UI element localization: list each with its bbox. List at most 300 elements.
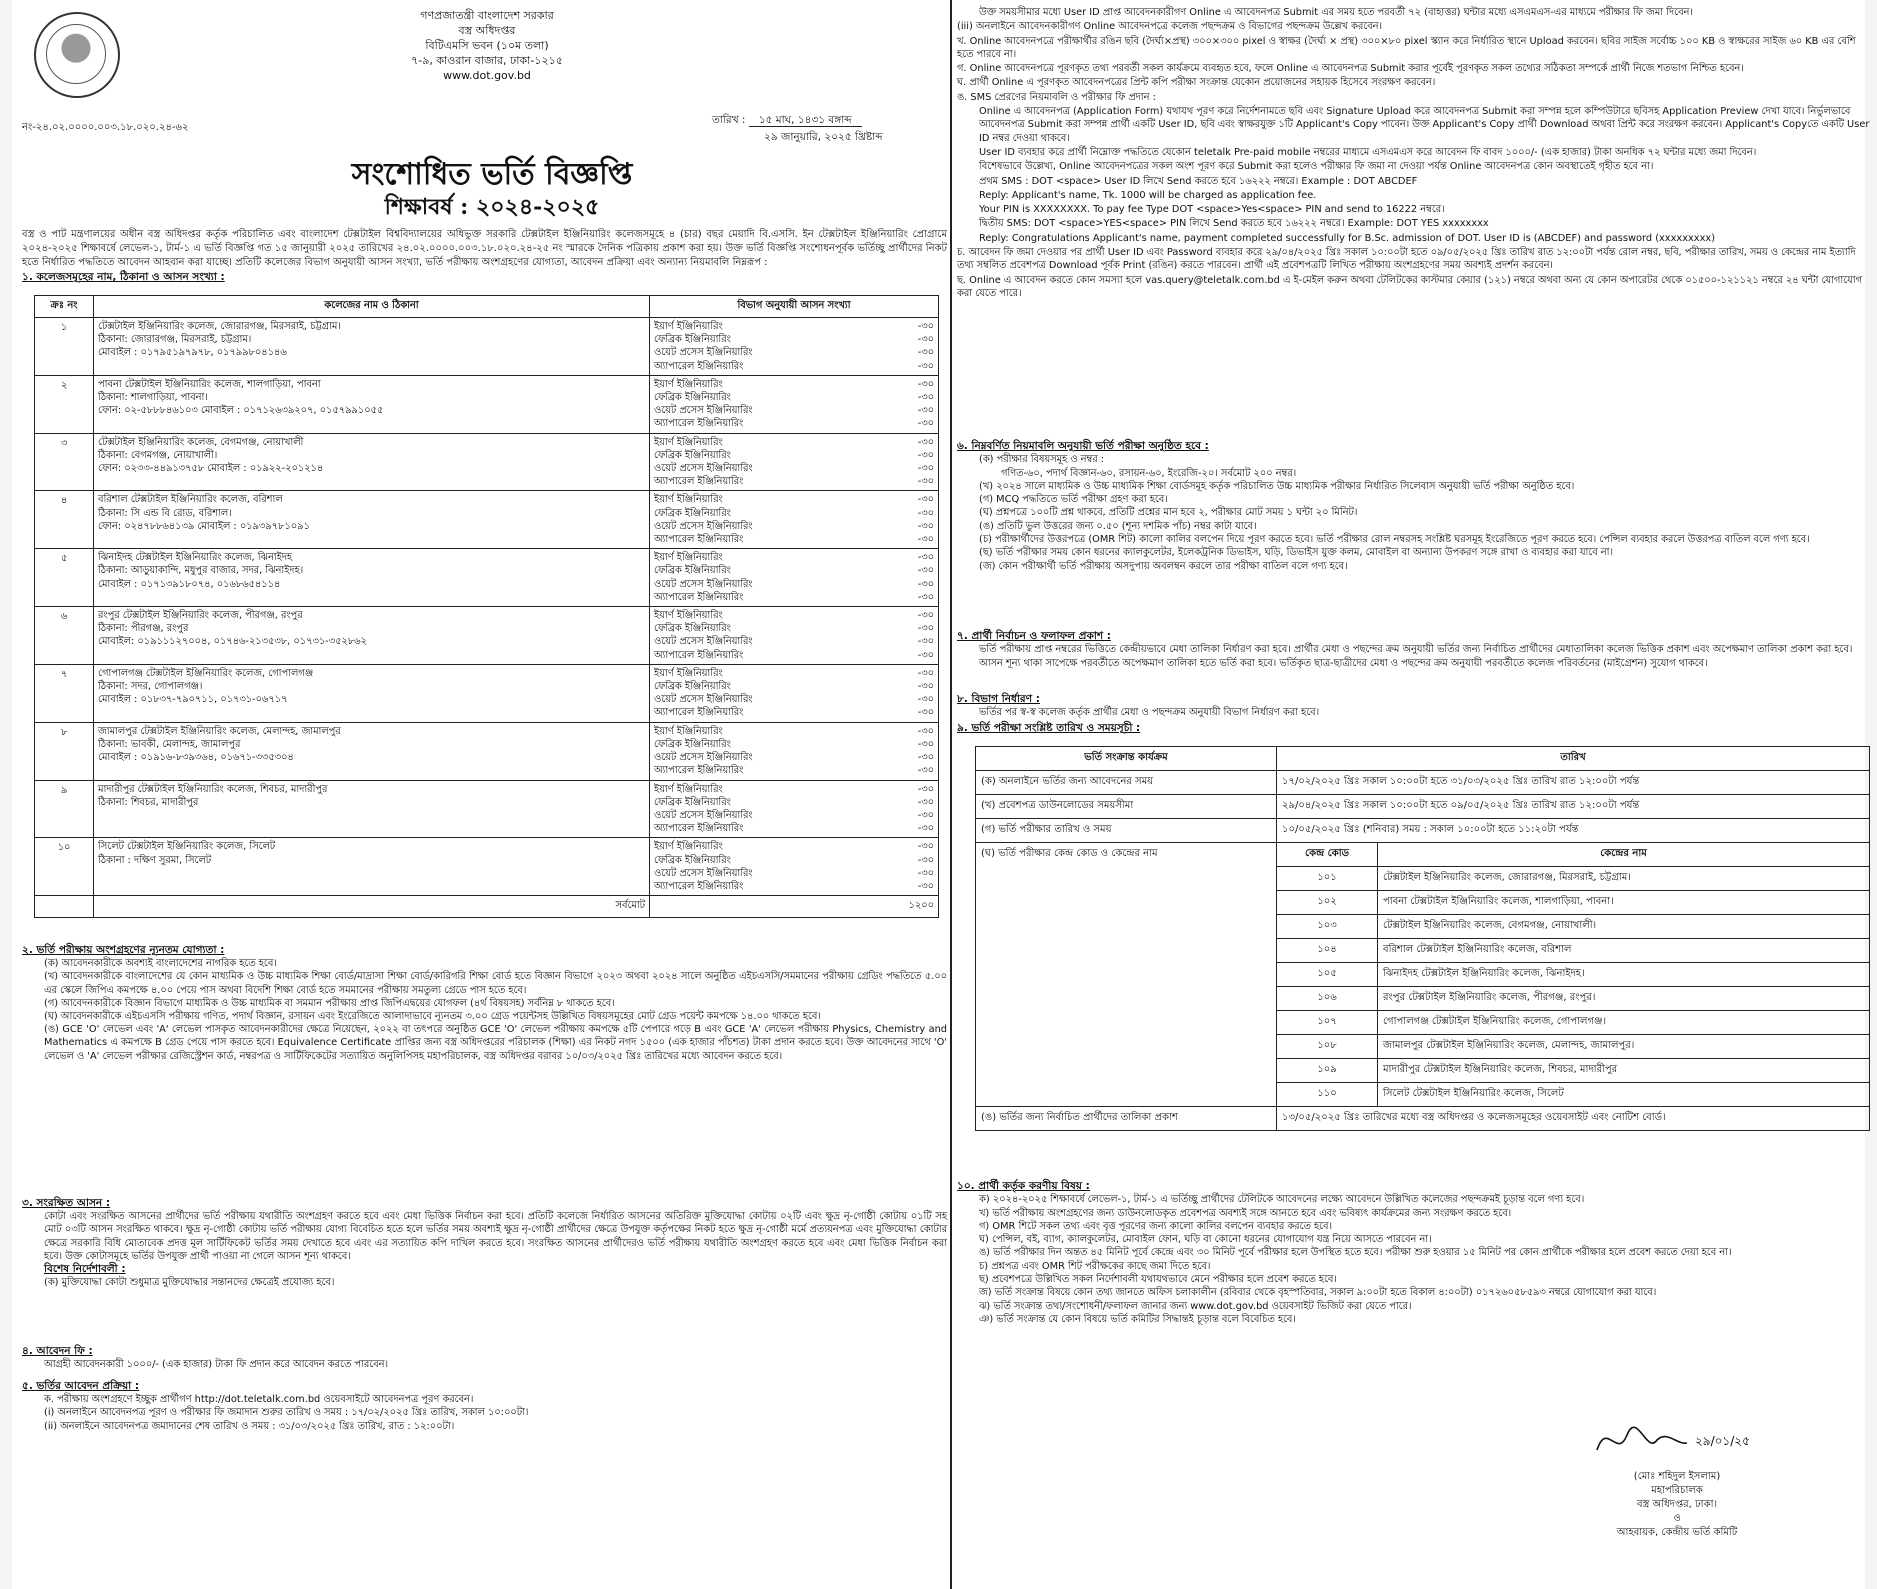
- department-seat-row: [654, 346, 934, 359]
- department-name: ওয়েট প্রসেস ইঞ্জিনিয়ারিং: [654, 636, 753, 648]
- seat-count: -৩০: [917, 449, 934, 461]
- department-name: ইয়ার্ণ ইঞ্জিনিয়ারিং: [654, 783, 723, 795]
- college-detail-line: ঠিকানা: জোরারগঞ্জ, মিরসরাই, চট্টগ্রাম।: [98, 334, 252, 346]
- center-code: ১০১: [1277, 867, 1378, 891]
- section-heading: ৫. ভর্তির আবেদন প্রক্রিয়া :: [22, 1380, 140, 1392]
- college-row: [35, 318, 939, 376]
- department-seat-row: [654, 520, 934, 533]
- header-line: বিটিএমসি ভবন (১০ম তলা): [425, 39, 549, 52]
- government-seal: [34, 12, 120, 98]
- candidate-duty-item: ঘ) পেন্সিল, বই, ব্যাগ, ক্যালকুলেটর, মোবাইল ফোন, ঘড়ি বা কোনো ধরনের যোগাযোগ যন্ত্র নিয়ে আসতে পারবেন না।: [979, 1234, 1432, 1246]
- header-line: বস্ত্র অধিদপ্তর: [458, 24, 516, 37]
- department-name: ফেব্রিক ইঞ্জিনিয়ারিং: [654, 392, 731, 404]
- centers-label: (ঘ) ভর্তি পরীক্ষার কেন্দ্র কোড ও কেন্দ্রের নাম: [976, 843, 1277, 1107]
- college-number: ৯: [35, 780, 94, 838]
- college-row: [35, 664, 939, 722]
- col-header-no: ক্রঃ নং: [35, 296, 94, 318]
- seat-count: -৩০: [917, 476, 934, 488]
- center-code: ১০৮: [1277, 1035, 1378, 1059]
- department-name: ইয়ার্ণ ইঞ্জিনিয়ারিং: [654, 494, 723, 506]
- application-process-continued: [957, 6, 1872, 301]
- header-line: গণপ্রজাতন্ত্রী বাংলাদেশ সরকার: [420, 9, 554, 22]
- seal-emblem-icon: [46, 24, 106, 84]
- date-english: ২৯ জানুয়ারি, ২০২৫ খ্রিষ্টাব্দ: [764, 131, 883, 143]
- department-seat-row: [654, 809, 934, 822]
- application-instruction: দ্বিতীয় SMS: DOT <space>YES<space> PIN লিখে Send করতে হবে ১৬২২২ নম্বরে। Example: DOT YES xxxxxxxx: [979, 218, 1489, 230]
- center-code: ১০৯: [1277, 1059, 1378, 1083]
- department-seat-row: [654, 333, 934, 346]
- department-seat-row: [654, 693, 934, 706]
- eligibility-item: (গ) আবেদনকারীকে বিজ্ঞান বিভাগে মাধ্যমিক ও উচ্চ মাধ্যমিক বা সমমান পরীক্ষায় প্রাপ্ত জিপিএদ্বয়ের যোগফল (৪র্থ বিষয়সহ) সর্বনিম্ন ৮ থাকতে হবে।: [44, 997, 615, 1009]
- department-seat-row: [654, 751, 934, 764]
- department-seat-row: [654, 609, 934, 622]
- signatory-and: ও: [1673, 1513, 1681, 1524]
- eligibility-item: (ঙ) GCE 'O' লেভেল এবং 'A' লেভেল পাসকৃত আবেদনকারীদের ক্ষেত্রে নিয়েছেন, ২০২২ বা তৎপরে অনুষ্ঠিত GCE 'O' লেভেল পরীক্ষায় কমপক্ষে ৫টি পেপারে গড়ে B এবং GCE 'A' লেভেল পরীক্ষায় Physics, Chemistry and Mathematics এ কমপক্ষে B গ্রেড পেয়ে পাস করতে হবে। Equivalence Certificate প্রাপ্তির জন্য বস্ত্র অধিদপ্তরের পরিচালক (শিক্ষা) এর নিকট নগদ ১৫০০ (এক হাজার পাঁচশত) টাকা প্রদান করতে হবে। উক্ত আবেদনের সাথে 'O' লেভেল ও 'A' লেভেল পরীক্ষার রেজিস্ট্রেশন কার্ড, নম্বরপত্র ও সার্টিফিকেটের সত্যায়িত অনুলিপিসহ মহাপরিচালক, বস্ত্র অধিদপ্তর বরাবর ১০/০৩/২০২৫ খ্রিঃ তারিখের মধ্যে আবেদন করতে হবে।: [44, 1024, 947, 1062]
- department-seat-row: [654, 564, 934, 577]
- signature-block: [1577, 1470, 1777, 1540]
- college-number: ১: [35, 318, 94, 376]
- seat-count: -৩০: [917, 494, 934, 506]
- college-detail-line: সিলেট টেক্সটাইল ইঞ্জিনিয়ারিং কলেজ, সিলেট: [98, 841, 276, 853]
- college-row: [35, 722, 939, 780]
- department-seat-row: [654, 796, 934, 809]
- seat-count: -৩০: [917, 880, 934, 892]
- seat-count: -৩০: [917, 334, 934, 346]
- seat-count: -৩০: [917, 783, 934, 795]
- department-seat-row: [654, 493, 934, 506]
- seat-count: -৩০: [917, 347, 934, 359]
- total-label: সর্বমোট: [94, 896, 650, 918]
- department-seat-row: [654, 649, 934, 662]
- department-seat-row: [654, 591, 934, 604]
- seat-count: -৩০: [917, 507, 934, 519]
- schedule-activity: (খ) প্রবেশপত্র ডাউনলোডের সময়সীমা: [976, 795, 1277, 819]
- center-name: গোপালগঞ্জ টেক্সটাইল ইঞ্জিনিয়ারিং কলেজ, গোপালগঞ্জ।: [1378, 1011, 1870, 1035]
- candidate-duty-item: ছ) প্রবেশপত্রে উল্লিখিত সকল নির্দেশাবলী যথাযথভাবে মেনে পরীক্ষার হলে প্রবেশ করতে হবে।: [979, 1274, 1337, 1286]
- college-details: [94, 838, 650, 896]
- seat-count: -৩০: [917, 867, 934, 879]
- college-row: [35, 838, 939, 896]
- application-instruction: Reply: Applicant's name, Tk. 1000 will be charged as application fee.: [979, 189, 1317, 201]
- college-detail-line: রংপুর টেক্সটাইল ইঞ্জিনিয়ারিং কলেজ, পীরগঞ্জ, রংপুর: [98, 610, 303, 622]
- seat-count: -৩০: [917, 841, 934, 853]
- section-heading: ৬. নিম্নবর্ণিত নিয়মাবলি অনুযায়ী ভর্তি পরীক্ষা অনুষ্ঠিত হবে :: [957, 440, 1209, 452]
- candidate-duty-item: ঙ) ভর্তি পরীক্ষার দিন অন্তত ৪৫ মিনিট পূর্বে কেন্দ্রে এবং ৩০ মিনিট পূর্বে পরীক্ষার হলে উপস্থিত হতে হবে। পরীক্ষা শুরু হওয়ার ১৫ মিনিট পর কোন প্রার্থীকে পরীক্ষার হলে প্রবেশ করতে দেয়া হবে না।: [979, 1247, 1732, 1259]
- signatory-title: মহাপরিচালক: [1651, 1485, 1703, 1496]
- college-detail-line: ফোন: ০২-৫৮৮৮৪৬১০৩ মোবাইল : ০১৭১২৬৩৯২০৭, ০১৫৭৯৯১০৫৫: [98, 405, 384, 417]
- department-name: ওয়েট প্রসেস ইঞ্জিনিয়ারিং: [654, 347, 753, 359]
- section-7: [957, 630, 1872, 670]
- total-empty: [35, 896, 94, 918]
- college-seats: [650, 433, 939, 491]
- seat-count: -৩০: [917, 752, 934, 764]
- seat-count: -৩০: [917, 565, 934, 577]
- department-seat-row: [654, 725, 934, 738]
- college-detail-line: ঠিকানা: বেগমগঞ্জ, নোয়াখালী।: [98, 449, 218, 461]
- college-detail-line: ঠিকানা: শিবচর, মাদারীপুর: [98, 796, 199, 808]
- section-heading: ২. ভর্তি পরীক্ষায় অংশগ্রহণের ন্যূনতম যোগ্যতা :: [22, 944, 225, 956]
- schedule-row: [976, 819, 1870, 843]
- section-heading: ১. কলেজসমূহের নাম, ঠিকানা ও আসন সংখ্যা :: [22, 271, 225, 283]
- seat-count: -৩০: [917, 463, 934, 475]
- department-name: ফেব্রিক ইঞ্জিনিয়ারিং: [654, 738, 731, 750]
- reserved-seat-text: কোটা এবং সংরক্ষিত আসনের প্রার্থীদের ভর্তি পরীক্ষায় যথারীতি অংশগ্রহণ করতে হবে এবং মেধা ভিত্তিক নির্বাচন করা হবে। প্রতিটি কলেজে নির্ধারিত আসনের অতিরিক্ত মুক্তিযোদ্ধা কোটায় ০২টি এবং ক্ষুদ্র নৃ-গোষ্ঠী কোটায় ০১টি সহ মোট ০৩টি আসন সংরক্ষিত থাকবে। ক্ষুদ্র নৃ-গোষ্ঠী কোটায় ভর্তি পরীক্ষায় যোগ্য বিবেচিত হতে হলে ভর্তির সময় অবশ্যই ক্ষুদ্র নৃ-গোষ্ঠী প্রার্থীদের ক্ষেত্রে উপযুক্ত কর্তৃপক্ষের নিকট হতে ক্ষুদ্র নৃ-গোষ্ঠী মর্মে প্রত্যয়নপত্র এবং মুক্তিযোদ্ধা কোটার ক্ষেত্রে সরকারি বিধি মোতাবেক প্রদত্ত মূল সার্টিফিকেট ভর্তির সময় দেখাতে হবে এবং এর সত্যায়িত কপি দাখিল করতে হবে। সংরক্ষিত আসনের প্রার্থীদেরও ভর্তি পরীক্ষায় যথারীতি অংশগ্রহণ করতে হবে এবং মেধা ভিত্তিক নির্বাচন করা হবে। উক্ত কোটাসমূহে ভর্তির উপযুক্ত প্রার্থী পাওয়া না গেলে আসন শূন্য থাকবে।: [44, 1211, 947, 1262]
- college-number: ৭: [35, 664, 94, 722]
- college-number: ৪: [35, 491, 94, 549]
- section-8: [957, 693, 1872, 720]
- seat-count: -৩০: [917, 636, 934, 648]
- schedule-row: [976, 1107, 1870, 1131]
- college-details: [94, 375, 650, 433]
- seat-count: -৩০: [917, 378, 934, 390]
- department-seat-row: [654, 854, 934, 867]
- seat-count: -৩০: [917, 623, 934, 635]
- special-instructions-heading: বিশেষ নির্দেশাবলী :: [44, 1263, 126, 1276]
- exam-rule-item: (চ) পরীক্ষার্থীদের উত্তরপত্রে (OMR শিট) কালো কালির বলপেন দিয়ে পূরণ করতে হবে। ভর্তি পরীক্ষার রোল নম্বরসহ সংশ্লিষ্ট ঘরসমূহ ইংরেজিতে পূরণ করতে হবে। পেন্সিল ব্যবহার করলে উত্তরপত্র বাতিল বলে গণ্য হবে।: [979, 534, 1810, 546]
- college-detail-line: মোবাইল: ০১৯১১১২৭০০৪, ০১৭৪৬-২১৩৫৩৮, ০১৭৩১-৩৫২৮৬২: [98, 636, 367, 648]
- college-detail-line: মাদারীপুর টেক্সটাইল ইঞ্জিনিয়ারিং কলেজ, শিবচর, মাদারীপুর: [98, 783, 328, 795]
- college-detail-line: ঠিকানা: সি এন্ড বি রোড, বরিশাল।: [98, 507, 232, 519]
- college-detail-line: ঠিকানা: পীরগঞ্জ, রংপুর: [98, 623, 189, 635]
- seat-count: -৩০: [917, 796, 934, 808]
- col-header-code: কেন্দ্র কোড: [1277, 843, 1378, 867]
- process-item: (i) অনলাইনে আবেদনপত্র পূরণ ও পরীক্ষার ফি জমাদান শুরুর তারিখ ও সময় : ১৭/০২/২০২৫ খ্রিঃ তারিখ, সকাল ১০:০০টা।: [44, 1407, 529, 1419]
- college-row: [35, 549, 939, 607]
- department-seat-row: [654, 635, 934, 648]
- department-seat-row: [654, 417, 934, 430]
- schedule-activity: (ক) অনলাইনে ভর্তির জন্য আবেদনের সময়: [976, 771, 1277, 795]
- seat-count: -৩০: [917, 321, 934, 332]
- department-name: ইয়ার্ণ ইঞ্জিনিয়ারিং: [654, 436, 723, 448]
- total-seats: ১২০০: [650, 896, 939, 918]
- application-instruction: ঙ. SMS প্রেরণের নিয়মাবলি ও পরীক্ষার ফি প্রদান :: [957, 91, 1156, 103]
- college-detail-line: ঠিকানা: সদর, গোপালগঞ্জ।: [98, 681, 203, 693]
- college-detail-line: মোবাইল : ০১৭৯৫১৯৭৯৭৮, ০১৭৯৯৮০৪১৪৬: [98, 347, 287, 359]
- department-name: ওয়েট প্রসেস ইঞ্জিনিয়ারিং: [654, 463, 753, 475]
- college-detail-line: ঠিকানা: আড়ুয়াকান্দি, মধুপুর বাজার, সদর, ঝিনাইদহ।: [98, 565, 304, 577]
- eligibility-item: (ঘ) আবেদনকারীকে এইচএসসি পরীক্ষায় গণিত, পদার্থ বিজ্ঞান, রসায়ন এবং ইংরেজিতে আলাদাভাবে ন্যূনতম ৩.০০ গ্রেড পয়েন্টসহ উল্লিখিত বিষয়সমূহের মোট গ্রেড পয়েন্ট কমপক্ষে ১৪.০০ থাকতে হবে।: [44, 1011, 821, 1023]
- office-header: [322, 8, 652, 83]
- selection-text: ভর্তি পরীক্ষায় প্রাপ্ত নম্বরের ভিত্তিতে কেন্দ্রীয়ভাবে মেধা তালিকা নির্ধারণ করা হবে। প্রার্থীর মেধা ও পছন্দের ক্রম অনুযায়ী ভর্তির জন্য নির্বাচিত প্রার্থীদের মেধাতালিকা কলেজ ভিত্তিক প্রকাশ এবং অপেক্ষমাণ তালিকা প্রকাশ করা হবে। আসন শূন্য থাকা সাপেক্ষে পরবর্তীতে অপেক্ষমাণ তালিকা হতে ভর্তি করা হবে। ভর্তিকৃত ছাত্র-ছাত্রীদের মেধা ও পছন্দের ক্রম অনুযায়ী পরবর্তীতে কলেজ পরিবর্তনের (মাইগ্রেশন) সুযোগ থাকবে।: [979, 644, 1853, 669]
- col-header-date: তারিখ: [1277, 747, 1870, 771]
- center-name: মাদারীপুর টেক্সটাইল ইঞ্জিনিয়ারিং কলেজ, শিবচর, মাদারীপুর: [1378, 1059, 1870, 1083]
- center-name: সিলেট টেক্সটাইল ইঞ্জিনিয়ারিং কলেজ, সিলেট: [1378, 1083, 1870, 1107]
- department-name: ফেব্রিক ইঞ্জিনিয়ারিং: [654, 507, 731, 519]
- seat-count: -৩০: [917, 520, 934, 532]
- department-name: ফেব্রিক ইঞ্জিনিয়ারিং: [654, 565, 731, 577]
- memo-number: নং-২৪.০২.০০০০.০০৩.১৮.০২০.২৪-৬২: [22, 122, 189, 133]
- college-detail-line: ঠিকানা: ভাবকী, মেলান্দহ, জামালপুর: [98, 738, 241, 750]
- total-row: [35, 896, 939, 918]
- department-seat-row: [654, 667, 934, 680]
- college-detail-line: ফোন: ০২৪৭৮৮৬৪১৩৯ মোবাইল : ০১৯৩৯৭৮১০৯১: [98, 520, 310, 532]
- eligibility-item: (ক) আবেদনকারীকে অবশ্যই বাংলাদেশের নাগরিক হতে হবে।: [44, 958, 277, 970]
- college-seats: [650, 607, 939, 665]
- college-details: [94, 549, 650, 607]
- college-detail-line: পাবনা টেক্সটাইল ইঞ্জিনিয়ারিং কলেজ, শালগাড়িয়া, পাবনা: [98, 378, 321, 390]
- seat-count: -৩০: [917, 405, 934, 417]
- seat-count: -৩০: [917, 591, 934, 603]
- department-seat-row: [654, 436, 934, 449]
- section-heading: ৩. সংরক্ষিত আসন :: [22, 1197, 111, 1209]
- schedule-activity: (গ) ভর্তি পরীক্ষার তারিখ ও সময়: [976, 819, 1277, 843]
- college-details: [94, 664, 650, 722]
- application-instruction: User ID ব্যবহার করে প্রার্থী নিম্নোক্ত পদ্ধতিতে যেকোন teletalk Pre-paid mobile নম্বরের মাধ্যমে এসএমএস করে আবেদন ফি বাবদ ১০০০/- (এক হাজার) টাকা অনধিক ৭২ ঘন্টার মধ্যে জমা দিবেন।: [979, 146, 1757, 158]
- center-name: রংপুর টেক্সটাইল ইঞ্জিনিয়ারিং কলেজ, পীরগঞ্জ, রংপুর।: [1378, 987, 1870, 1011]
- center-code: ১০৪: [1277, 939, 1378, 963]
- candidate-duty-item: ঝ) ভর্তি সংক্রান্ত তথ্য/সংশোধনী/ফলাফল জানার জন্য www.dot.gov.bd ওয়েবসাইট ভিজিট করা যেতে পারে।: [979, 1300, 1412, 1312]
- seat-count: -৩০: [917, 681, 934, 693]
- application-instruction: Reply: Congratulations Applicant's name, payment completed successfully for B.Sc. admission of DOT. User ID is (ABCDEF) and password (xxxxxxxxx): [979, 232, 1716, 244]
- schedule-date: ২৯/০৪/২০২৫ খ্রিঃ সকাল ১০:০০টা হতে ০৯/০৫/২০২৫ খ্রিঃ তারিখ রাত ১২:০০টা পর্যন্ত: [1277, 795, 1870, 819]
- college-detail-line: ঝিনাইদহ টেক্সটাইল ইঞ্জিনিয়ারিং কলেজ, ঝিনাইদহ: [98, 552, 293, 564]
- department-name: ফেব্রিক ইঞ্জিনিয়ারিং: [654, 623, 731, 635]
- schedule-row: [976, 771, 1870, 795]
- seat-count: -৩০: [917, 392, 934, 404]
- college-seats: [650, 318, 939, 376]
- col-header-seats: বিভাগ অনুযায়ী আসন সংখ্যা: [650, 296, 939, 318]
- department-name: ওয়েট প্রসেস ইঞ্জিনিয়ারিং: [654, 752, 753, 764]
- college-number: ৬: [35, 607, 94, 665]
- department-name: অ্যাপারেল ইঞ্জিনিয়ারিং: [654, 591, 744, 603]
- department-name: অ্যাপারেল ইঞ্জিনিয়ারিং: [654, 360, 744, 372]
- seat-count: -৩০: [917, 809, 934, 821]
- college-details: [94, 722, 650, 780]
- department-name: ওয়েট প্রসেস ইঞ্জিনিয়ারিং: [654, 867, 753, 879]
- seat-count: -৩০: [917, 649, 934, 661]
- college-details: [94, 607, 650, 665]
- section-heading: ৮. বিভাগ নির্ধারণ :: [957, 693, 1040, 705]
- college-detail-line: বরিশাল টেক্সটাইল ইঞ্জিনিয়ারিং কলেজ, বরিশাল: [98, 494, 283, 506]
- department-name: অ্যাপারেল ইঞ্জিনিয়ারিং: [654, 476, 744, 488]
- department-seat-row: [654, 449, 934, 462]
- schedule-date: ১৭/০২/২০২৫ খ্রিঃ সকাল ১০:০০টা হতে ৩১/০৩/২০২৫ খ্রিঃ তারিখ রাত ১২:০০টা পর্যন্ত: [1277, 771, 1870, 795]
- department-name: অ্যাপারেল ইঞ্জিনিয়ারিং: [654, 649, 744, 661]
- section-heading: ৯. ভর্তি পরীক্ষা সংশ্লিষ্ট তারিখ ও সময়সূচী :: [957, 722, 1141, 734]
- college-seats: [650, 722, 939, 780]
- application-instruction: প্রথম SMS : DOT <space> User ID লিখে Send করতে হবে ১৬২২২ নম্বরে। Example : DOT ABCDEF: [979, 175, 1418, 187]
- section-heading: ৭. প্রার্থী নির্বাচন ও ফলাফল প্রকাশ :: [957, 630, 1111, 642]
- section-5: [22, 1380, 947, 1433]
- department-seat-row: [654, 320, 934, 333]
- department-seat-row: [654, 783, 934, 796]
- seat-count: -৩০: [917, 725, 934, 737]
- application-instruction: উক্ত সময়সীমার মধ্যে User ID প্রাপ্ত আবেদনকারীগণ Online এ আবেদনপত্র Submit এর সময় হতে পরবর্তী ৭২ (বাহাত্তর) ঘন্টার মধ্যে এসএমএস-এর মাধ্যমে পরীক্ষার ফি জমা দিবেন।: [979, 7, 1693, 18]
- department-seat-row: [654, 378, 934, 391]
- eligibility-item: (খ) আবেদনকারীকে বাংলাদেশের যে কোন মাধ্যমিক ও উচ্চ মাধ্যমিক শিক্ষা বোর্ড/মাদ্রাসা শিক্ষা বোর্ড/কারিগরি শিক্ষা বোর্ড হতে বিজ্ঞান বিভাগে ২০২৩ অথবা ২০২৪ সালে অনুষ্ঠিত এইচএসসি/সমমানের পরীক্ষায় গ্রেডিং পদ্ধতিতে ৫.০০ এর স্কেলে জিপিএ কমপক্ষে ৪.০০ পেয়ে পাস অথবা বিদেশি শিক্ষা বোর্ড হতে সমমানের পরীক্ষায় সমতুল্য গ্রেডে পাস হতে হবে।: [44, 971, 947, 996]
- schedule-activity: (ঙ) ভর্তির জন্য নির্বাচিত প্রার্থীদের তালিকা প্রকাশ: [976, 1107, 1277, 1131]
- candidate-duty-item: গ) OMR শিটে সকল তথ্য এবং বৃত্ত পূরণের জন্য কালো কালির বলপেন ব্যবহার করতে হবে।: [979, 1220, 1333, 1232]
- college-detail-line: জামালপুর টেক্সটাইল ইঞ্জিনিয়ারিং কলেজ, মেলান্দহ, জামালপুর: [98, 725, 341, 737]
- center-header-row: [976, 843, 1870, 867]
- department-seat-row: [654, 533, 934, 546]
- department-name: ওয়েট প্রসেস ইঞ্জিনিয়ারিং: [654, 520, 753, 532]
- department-name: ইয়ার্ণ ইঞ্জিনিয়ারিং: [654, 610, 723, 622]
- application-instruction: Online এ আবেদনপত্র (Application Form) যথাযথ পূরণ করে নির্দেশনামতে ছবি এবং Signature Upload করে আবেদনপত্র Submit করা সম্পন্ন হলে কম্পিউটারে ছবিসহ Application Preview দেখা যাবে। নির্ভুলভাবে আবেদনপত্র Submit করা সম্পন্ন প্রার্থী একটি User ID, ছবি এবং স্বাক্ষরযুক্ত ১টি Applicant's Copy পাবেন। উক্ত Applicant's Copy প্রার্থী Download অথবা প্রিন্ট করে সংরক্ষণ করবেন। Applicant's Copyতে একটি User ID নম্বর দেওয়া থাকবে।: [979, 106, 1870, 144]
- application-instruction: ছ. Online এ আবেদন করতে কোন সমস্যা হলে vas.query@teletalk.com.bd এ ই-মেইল করুন অথবা টেলিটকের কাস্টমার কেয়ার (১২১) নম্বরে অথবা অন্য যে কোন অপারেটর থেকে ০১৫০০-১২১১২১ নম্বরে ২৪ ঘন্টা যোগাযোগ করা যেতে পারে।: [957, 274, 1863, 299]
- department-name: ওয়েট প্রসেস ইঞ্জিনিয়ারিং: [654, 694, 753, 706]
- department-name: ফেব্রিক ইঞ্জিনিয়ারিং: [654, 681, 731, 693]
- notice-title: সংশোধিত ভর্তি বিজ্ঞপ্তি: [351, 157, 633, 192]
- application-instruction: গ. Online আবেদনপত্রে পূরণকৃত তথ্য পরবর্তী সকল কার্যক্রমে ব্যবহৃত হবে, ফলে Online এ আবেদনপত্র Submit করার পূর্বেই পূরণকৃত সকল তথ্যের সঠিকতা সম্পর্কে প্রার্থী নিজে শতভাগ নিশ্চিত হবেন।: [957, 63, 1744, 75]
- department-seat-row: [654, 880, 934, 893]
- center-code: ১০৫: [1277, 963, 1378, 987]
- seat-count: -৩০: [917, 534, 934, 546]
- header-line: ৭-৯, কাওরান বাজার, ঢাকা-১২১৫: [411, 54, 563, 67]
- candidate-duty-item: ক) ২০২৪-২০২৫ শিক্ষাবর্ষে লেভেল-১, টার্ম-১ এ ভর্তিচ্ছু প্রার্থীদের টেলিটকে আবেদনের লক্ষ্যে আবেদনে উল্লিখিত কলেজের পছন্দক্রমই চূড়ান্ত বলে গণ্য হবে।: [979, 1194, 1585, 1206]
- department-seat-row: [654, 462, 934, 475]
- college-number: ৫: [35, 549, 94, 607]
- department-seat-row: [654, 551, 934, 564]
- exam-rule-item: (জ) কোন পরীক্ষার্থী ভর্তি পরীক্ষায় অসদুপায় অবলম্বন করলে তার পরীক্ষা বাতিল বলে গণ্য হবে।: [979, 560, 1348, 572]
- department-name: ওয়েট প্রসেস ইঞ্জিনিয়ারিং: [654, 578, 753, 590]
- college-seats: [650, 491, 939, 549]
- department-seat-row: [654, 764, 934, 777]
- college-seats: [650, 664, 939, 722]
- notice-sheet: [12, 0, 1870, 1589]
- seat-count: -৩০: [917, 610, 934, 622]
- schedule-row: [976, 795, 1870, 819]
- date-label: তারিখ :: [712, 114, 746, 126]
- exam-rule-item: (ক) পরীক্ষার বিষয়সমূহ ও নম্বর :: [979, 454, 1105, 466]
- department-name: অ্যাপারেল ইঞ্জিনিয়ারিং: [654, 534, 744, 546]
- college-row: [35, 375, 939, 433]
- department-name: ইয়ার্ণ ইঞ্জিনিয়ারিং: [654, 667, 723, 679]
- schedule-date: ১০/০৫/২০২৫ খ্রিঃ (শনিবার) সময় : সকাল ১০:০০টা হতে ১১:২০টা পর্যন্ত: [1277, 819, 1870, 843]
- college-seats: [650, 549, 939, 607]
- college-detail-line: ফোন: ০২৩৩-৪৪৯১৩৭৫৮ মোবাইল : ০১৯২২-২০১২১৪: [98, 463, 324, 475]
- signature-mark: [1587, 1415, 1757, 1465]
- college-row: [35, 491, 939, 549]
- college-seats: [650, 780, 939, 838]
- section-heading: ১০. প্রার্থী কর্তৃক করণীয় বিষয় :: [957, 1180, 1090, 1192]
- department-name: ফেব্রিক ইঞ্জিনিয়ারিং: [654, 796, 731, 808]
- schedule-date: ১৩/০৫/২০২৫ খ্রিঃ তারিখের মধ্যে বস্ত্র অধিদপ্তর ও কলেজসমূহের ওয়েবসাইট এবং নোটিশ বোর্ড।: [1277, 1107, 1870, 1131]
- section-heading: ৪. আবেদন ফি :: [22, 1345, 93, 1357]
- col-header-center: কেন্দ্রের নাম: [1378, 843, 1870, 867]
- candidate-duty-item: ঞ) ভর্তি সংক্রান্ত যে কোন বিষয়ে ভর্তি কমিটির সিদ্ধান্তই চূড়ান্ত বলে বিবেচিত হবে।: [979, 1313, 1296, 1325]
- section-9-heading: [957, 722, 1872, 735]
- college-detail-line: টেক্সটাইল ইঞ্জিনিয়ারিং কলেজ, জোরারগঞ্জ, মিরসরাই, চট্টগ্রাম।: [98, 321, 341, 332]
- department-name: অ্যাপারেল ইঞ্জিনিয়ারিং: [654, 765, 744, 777]
- center-code: ১০২: [1277, 891, 1378, 915]
- section-3: [22, 1197, 947, 1289]
- seat-count: -৩০: [917, 418, 934, 430]
- center-code: ১০৬: [1277, 987, 1378, 1011]
- application-instruction: ঘ. প্রার্থী Online এ পূরণকৃত আবেদনপত্রের প্রিন্ট কপি পরীক্ষা সংক্রান্ত যেকোন প্রয়োজনের সহায়ক হিসেবে সংরক্ষণ করবেন।: [957, 77, 1436, 89]
- department-name: ফেব্রিক ইঞ্জিনিয়ারিং: [654, 449, 731, 461]
- department-name: ইয়ার্ণ ইঞ্জিনিয়ারিং: [654, 552, 723, 564]
- department-name: ওয়েট প্রসেস ইঞ্জিনিয়ারিং: [654, 405, 753, 417]
- department-seat-row: [654, 822, 934, 835]
- department-seat-row: [654, 738, 934, 751]
- seat-count: -৩০: [917, 694, 934, 706]
- seat-count: -৩০: [917, 707, 934, 719]
- department-name: ফেব্রিক ইঞ্জিনিয়ারিং: [654, 334, 731, 346]
- seat-count: -৩০: [917, 436, 934, 448]
- exam-rule-item: (গ) MCQ পদ্ধতিতে ভর্তি পরীক্ষা গ্রহণ করা হবে।: [979, 494, 1168, 506]
- seat-count: -৩০: [917, 765, 934, 777]
- department-seat-row: [654, 360, 934, 373]
- department-text: ভর্তির পর স্ব-স্ব কলেজ কর্তৃক প্রার্থীর মেধা ও পছন্দক্রম অনুযায়ী বিভাগ নির্ধারণ করা হবে।: [979, 707, 1320, 719]
- section-2: [22, 944, 947, 1063]
- center-name: ঝিনাইদহ টেক্সটাইল ইঞ্জিনিয়ারিং কলেজ, ঝিনাইদহ।: [1378, 963, 1870, 987]
- application-instruction: (iii) অনলাইনে আবেদনকারীগণ Online আবেদনপত্রে কলেজ পছন্দক্রম ও বিভাগের পছন্দক্রম উল্লেখ করবেন।: [957, 21, 1382, 33]
- department-seat-row: [654, 622, 934, 635]
- signatory-role: আহবায়ক, কেন্দ্রীয় ভর্তি কমিটি: [1616, 1527, 1738, 1538]
- college-table: [34, 295, 939, 918]
- center-name: পাবনা টেক্সটাইল ইঞ্জিনিয়ারিং কলেজ, শালগাড়িয়া, পাবনা।: [1378, 891, 1870, 915]
- center-code: ১০৩: [1277, 915, 1378, 939]
- signatory-office: বস্ত্র অধিদপ্তর, ঢাকা।: [1636, 1499, 1718, 1510]
- exam-rule-item: (ঙ) প্রতিটি ভুল উত্তরের জন্য ০.৫০ (শূন্য দশমিক পাঁচ) নম্বর কাটা যাবে।: [979, 520, 1257, 532]
- department-seat-row: [654, 706, 934, 719]
- special-instruction: (ক) মুক্তিযোদ্ধা কোটা শুধুমাত্র মুক্তিযোদ্ধার সন্তানদের ক্ষেত্রেই প্রযোজ্য হবে।: [44, 1277, 335, 1289]
- department-name: ইয়ার্ণ ইঞ্জিনিয়ারিং: [654, 378, 723, 390]
- signatory-name: (মোঃ শহিদুল ইসলাম): [1633, 1471, 1721, 1482]
- college-row: [35, 433, 939, 491]
- seat-count: -৩০: [917, 738, 934, 750]
- college-row: [35, 607, 939, 665]
- issue-date: [712, 112, 932, 146]
- intro-text: বস্ত্র ও পাট মন্ত্রণালয়ের অধীন বস্ত্র অধিদপ্তর কর্তৃক পরিচালিত এবং বাংলাদেশ টেক্সটাইল বিশ্ববিদ্যালয়ের অধিভুক্ত সরকারি টেক্সটাইল ইঞ্জিনিয়ারিং কলেজসমূহে ৪ (চার) বছর মেয়াদি বি.এসসি. ইন টেক্সটাইল ইঞ্জিনিয়ারিং প্রোগ্রামে ২০২৪-২০২৫ শিক্ষাবর্ষে লেভেল-১, টার্ম-১ এ ভর্তি বিজ্ঞপ্তি গত ১৫ জানুয়ারী ২০২৫ তারিখের ২৪.০২.০০০০.০০৩.১৮.০২০.২৪-২৫ নং স্মারকে দৈনিক পত্রিকায় প্রকাশ করা হয়। উক্ত ভর্তি বিজ্ঞপ্তি সংশোধনপূর্বক ভর্তিচ্ছু প্রার্থীদের নিকট হতে নির্ধারিত পদ্ধতিতে আবেদন আহবান করা যাচ্ছে। প্রতিটি কলেজের বিভাগ অনুযায়ী আসন সংখ্যা, ভর্তি পরীক্ষায় অংশগ্রহণের যোগ্যতা, আবেদন প্রক্রিয়া এবং অন্যান্য নিয়মাবলি নিম্নরূপ :: [22, 229, 947, 268]
- section-4: [22, 1345, 947, 1371]
- college-detail-line: মোবাইল : ০১৯১৬-৮৩৯৩৬৪, ০১৬৭১-৩৩৫৩০৪: [98, 752, 294, 764]
- col-header-activity: ভর্তি সংক্রান্ত কার্যক্রম: [976, 747, 1277, 771]
- candidate-duty-item: খ) ভর্তি পরীক্ষায় অংশগ্রহণের জন্য ডাউনলোডকৃত প্রবেশপত্র অবশ্যই সঙ্গে আনতে হবে এবং ভবিষ্যৎ কার্যক্রমের জন্য সংরক্ষণ করতে হবে।: [979, 1207, 1512, 1219]
- department-name: অ্যাপারেল ইঞ্জিনিয়ারিং: [654, 823, 744, 835]
- fee-text: আগ্রহী আবেদনকারী ১০০০/- (এক হাজার) টাকা ফি প্রদান করে আবেদন করতে পারবেন।: [44, 1359, 389, 1371]
- exam-rule-item: গণিত-৬০, পদার্থ বিজ্ঞান-৬০, রসায়ন-৬০, ইংরেজি-২০। সর্বমোট ২০০ নম্বর।: [1001, 467, 1297, 479]
- department-seat-row: [654, 578, 934, 591]
- college-number: ১০: [35, 838, 94, 896]
- department-name: অ্যাপারেল ইঞ্জিনিয়ারিং: [654, 418, 744, 430]
- candidate-duty-item: জ) ভর্তি সংক্রান্ত বিষয়ে কোন তথ্য জানতে অফিস চলাকালীন (রবিবার থেকে বৃহস্পতিবার, সকাল ৯:০০টা হতে বিকাল ৪:০০টা) ০১৭২৬০৫৮৫৯৩ নম্বরে যোগাযোগ করা যাবে।: [979, 1287, 1657, 1299]
- department-seat-row: [654, 840, 934, 853]
- department-name: ইয়ার্ণ ইঞ্জিনিয়ারিং: [654, 321, 723, 332]
- college-detail-line: ঠিকানা : দক্ষিণ সুরমা, সিলেট: [98, 854, 212, 866]
- schedule-table: [975, 746, 1870, 1131]
- college-detail-line: মোবাইল : ০১৮৩৭-৭৯০৭১১, ০১৭৩১-০৬৭১৭: [98, 694, 288, 706]
- department-name: ইয়ার্ণ ইঞ্জিনিয়ারিং: [654, 841, 723, 853]
- college-details: [94, 318, 650, 376]
- center-code: ১০৭: [1277, 1011, 1378, 1035]
- process-item: (ii) অনলাইনে আবেদনপত্র জমাদানের শেষ তারিখ ও সময় : ৩১/০৩/২০২৫ খ্রিঃ তারিখ, রাত : ১২:০০টা।: [44, 1420, 455, 1432]
- seat-count: -৩০: [917, 578, 934, 590]
- exam-rule-item: (ঘ) প্রশ্নপত্রে ১০০টি প্রশ্ন থাকবে, প্রতিটি প্রশ্নের মান হবে ২, পরীক্ষার মোট সময় ১ ঘন্টা ২০ মিনিট।: [979, 507, 1358, 519]
- process-item: ক. পরীক্ষায় অংশগ্রহণে ইচ্ছুক প্রার্থীগণ http://dot.teletalk.com.bd ওয়েবসাইটে আবেদনপত্র পূরণ করবেন।: [44, 1394, 474, 1406]
- seat-count: -৩০: [917, 552, 934, 564]
- department-seat-row: [654, 404, 934, 417]
- college-row: [35, 780, 939, 838]
- department-name: অ্যাপারেল ইঞ্জিনিয়ারিং: [654, 880, 744, 892]
- center-name: বরিশাল টেক্সটাইল ইঞ্জিনিয়ারিং কলেজ, বরিশাল: [1378, 939, 1870, 963]
- academic-year: শিক্ষাবর্ষ : ২০২৪-২০২৫: [384, 194, 600, 220]
- section-6: [957, 440, 1872, 573]
- college-details: [94, 780, 650, 838]
- seat-count: -৩০: [917, 854, 934, 866]
- header-website[interactable]: www.dot.gov.bd: [443, 69, 531, 82]
- college-detail-line: গোপালগঞ্জ টেক্সটাইল ইঞ্জিনিয়ারিং কলেজ, গোপালগঞ্জ: [98, 667, 314, 679]
- intro-paragraph: [22, 228, 947, 285]
- date-bangla: ১৫ মাঘ, ১৪৩১ বঙ্গাব্দ: [749, 114, 862, 127]
- department-seat-row: [654, 867, 934, 880]
- college-seats: [650, 838, 939, 896]
- department-name: ফেব্রিক ইঞ্জিনিয়ারিং: [654, 854, 731, 866]
- college-seats: [650, 375, 939, 433]
- college-detail-line: মোবাইল : ০১৭১৩৯১৮০৭৪, ০১৬৮৬৫৪১১৪: [98, 578, 281, 590]
- college-detail-line: ঠিকানা: শালগাড়িয়া, পাবনা।: [98, 392, 208, 404]
